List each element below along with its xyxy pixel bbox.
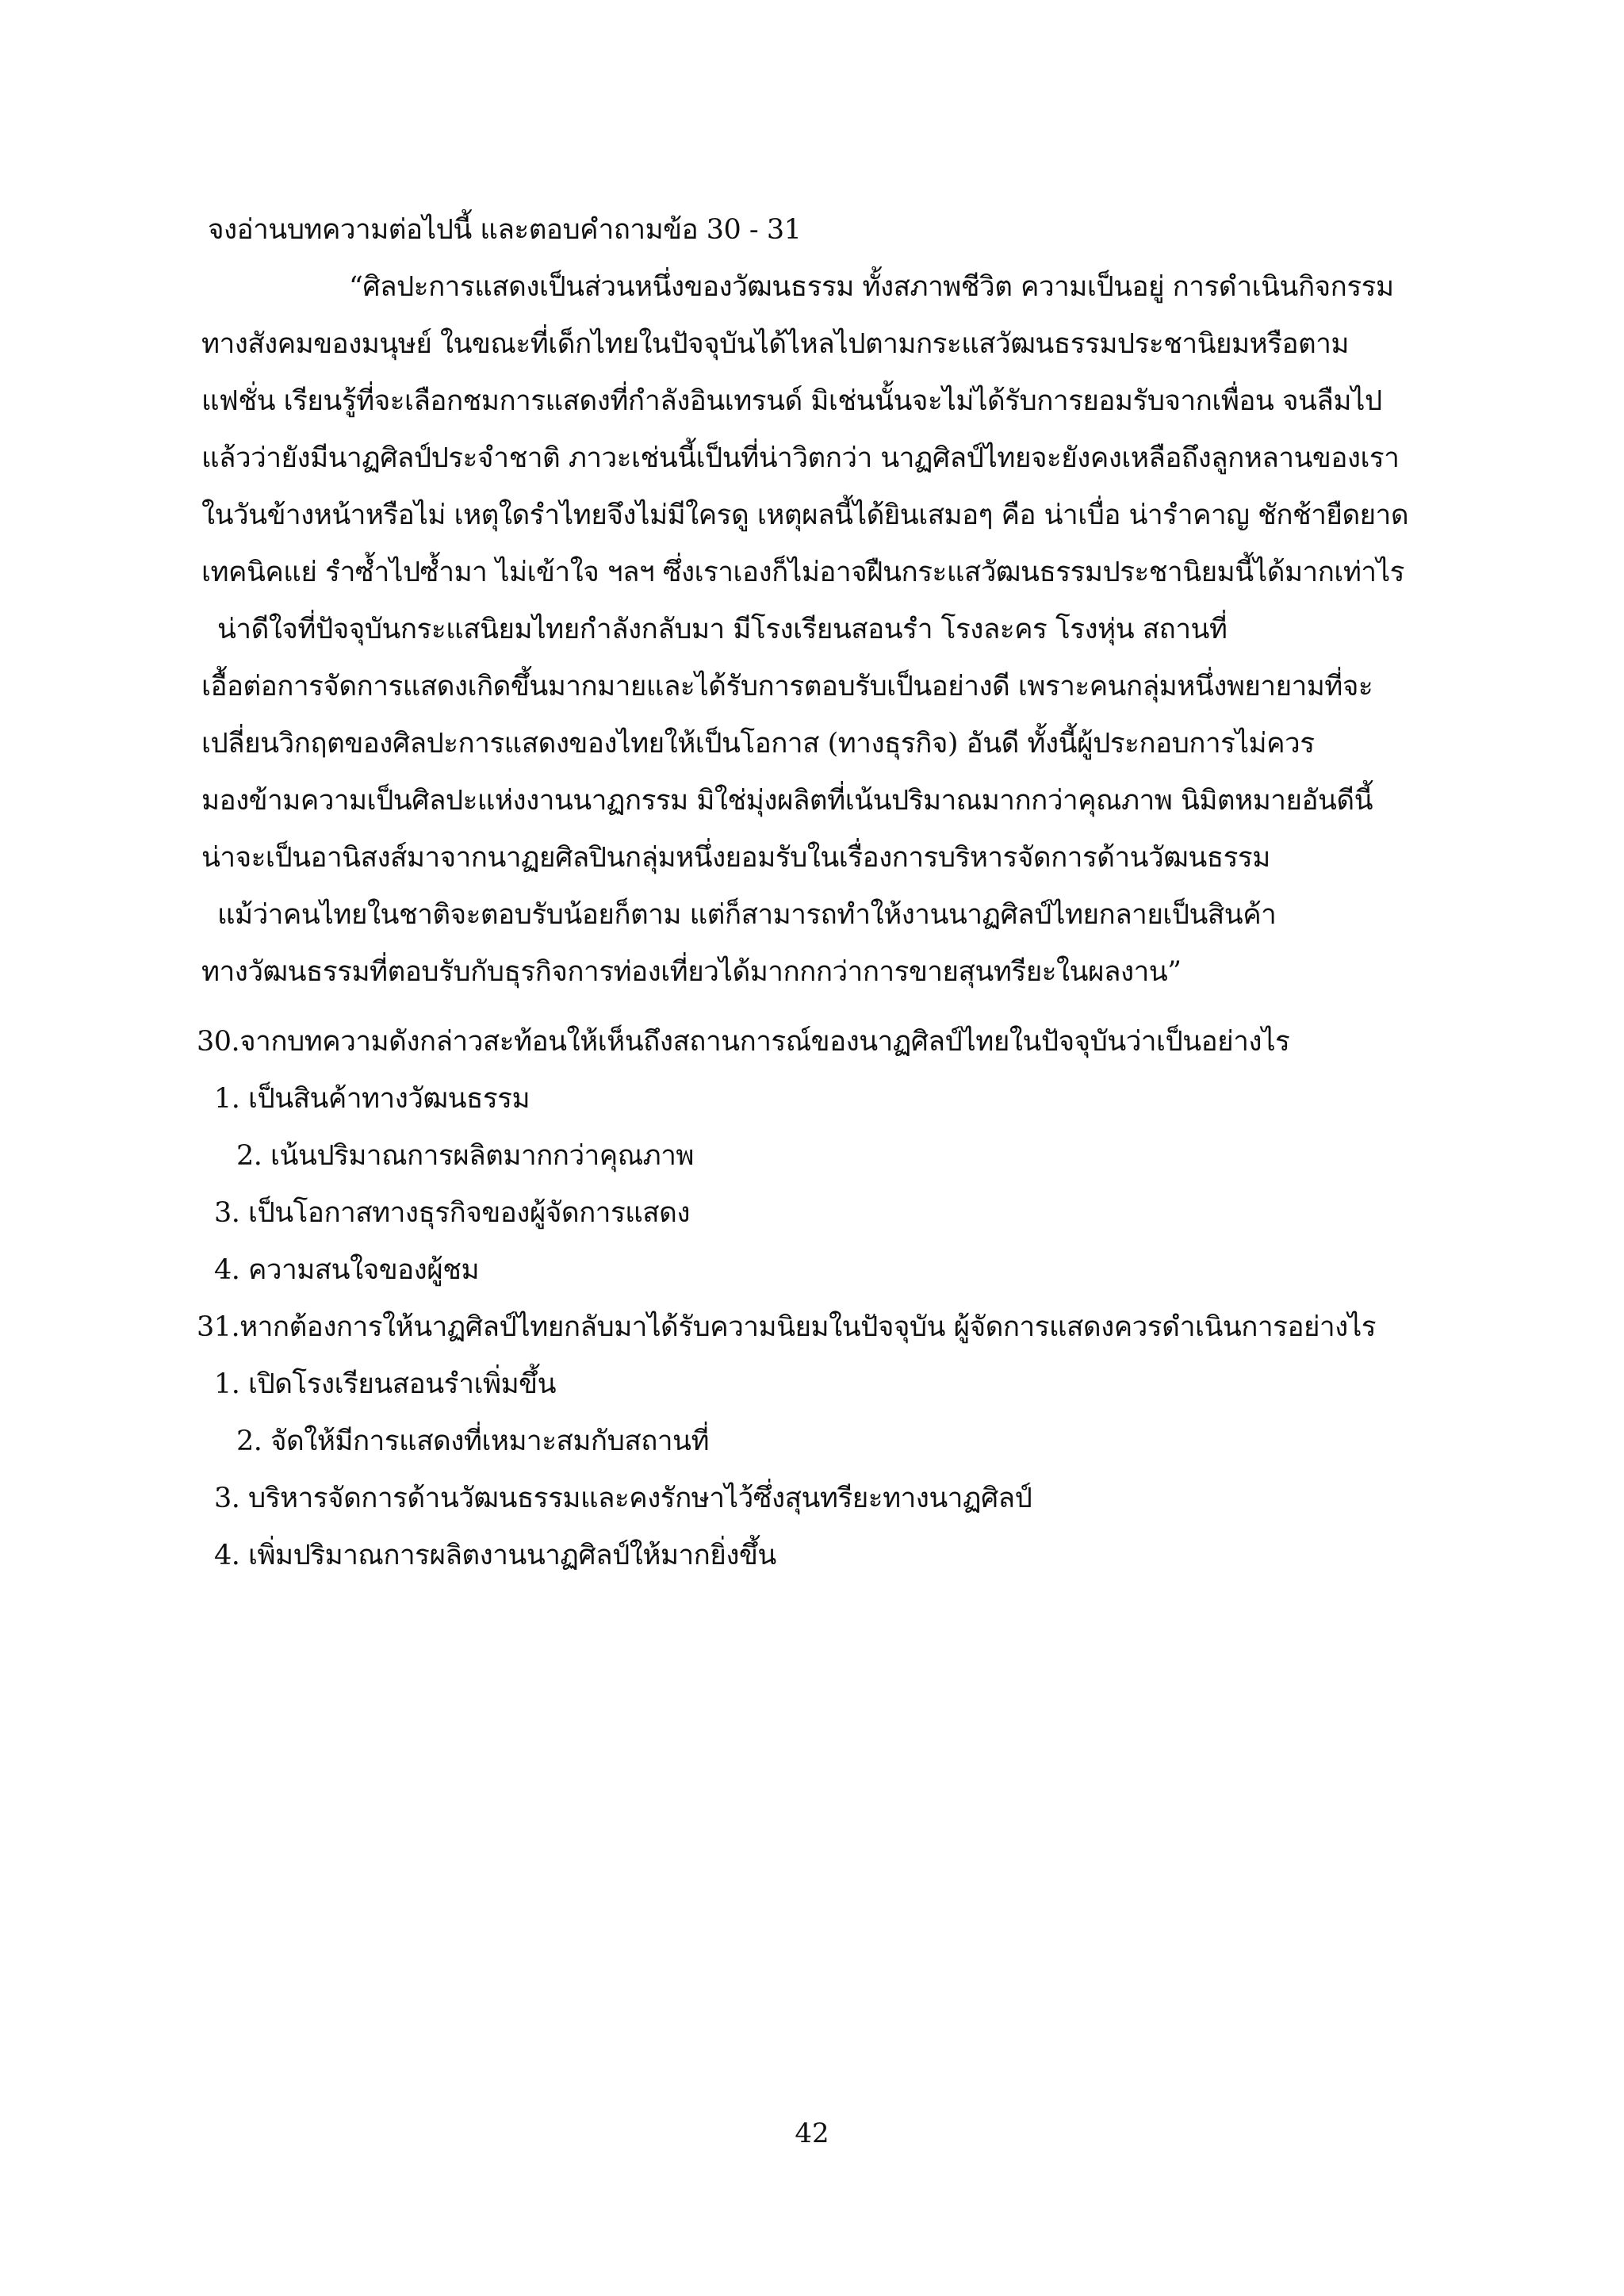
passage-line: เอื้อต่อการจัดการแสดงเกิดขึ้นมากมายและได้รับการตอบรับเป็นอย่างดี เพราะคนกลุ่มหนึ่งพยายามที่จะ xyxy=(201,671,1373,702)
page-number: 42 xyxy=(795,2118,829,2149)
passage-line: แม้ว่าคนไทยในชาติจะตอบรับน้อยก็ตาม แต่ก็สามารถทำให้งานนาฏศิลป์ไทยกลายเป็นสินค้า xyxy=(217,899,1277,931)
passage-line: มองข้ามความเป็นศิลปะแห่งงานนาฏกรรม มิใช่มุ่งผลิตที่เน้นปริมาณมากกว่าคุณภาพ นิมิตหมายอันดีนี้ xyxy=(201,785,1373,817)
answer-option: 1. เป็นสินค้าทางวัฒนธรรม xyxy=(214,1083,530,1115)
passage-line: “ศิลปะการแสดงเป็นส่วนหนึ่งของวัฒนธรรม ทั้งสภาพชีวิต ความเป็นอยู่ การดำเนินกิจกรรม xyxy=(349,271,1394,303)
question-text: 31.หากต้องการให้นาฏศิลป์ไทยกลับมาได้รับความนิยมในปัจจุบัน ผู้จัดการแสดงควรดำเนินการอย่างไร xyxy=(197,1311,1377,1343)
answer-option: 4. ความสนใจของผู้ชม xyxy=(214,1254,480,1286)
passage-line: น่าดีใจที่ปัจจุบันกระแสนิยมไทยกำลังกลับมา มีโรงเรียนสอนรำ โรงละคร โรงหุ่น สถานที่ xyxy=(217,614,1228,645)
answer-option: 1. เปิดโรงเรียนสอนรำเพิ่มขึ้น xyxy=(214,1368,557,1400)
question-text: 30.จากบทความดังกล่าวสะท้อนให้เห็นถึงสถานการณ์ของนาฏศิลป์ไทยในปัจจุบันว่าเป็นอย่างไร xyxy=(197,1026,1290,1058)
passage-line: แล้วว่ายังมีนาฏศิลป์ประจำชาติ ภาวะเช่นนี้เป็นที่น่าวิตกว่า นาฏศิลป์ไทยจะยังคงเหลือถึงลูกหลานของเรา xyxy=(201,442,1400,474)
passage-line: เปลี่ยนวิกฤตของศิลปะการแสดงของไทยให้เป็นโอกาส (ทางธุรกิจ) อันดี ทั้งนี้ผู้ประกอบการไม่ควร xyxy=(201,728,1315,760)
passage-line: ทางสังคมของมนุษย์ ในขณะที่เด็กไทยในปัจจุบันได้ไหลไปตามกระแสวัฒนธรรมประชานิยมหรือตาม xyxy=(201,328,1349,360)
passage-line: แฟชั่น เรียนรู้ที่จะเลือกชมการแสดงที่กำลังอินเทรนด์ มิเช่นนั้นจะไม่ได้รับการยอมรับจากเพื่อน จนลืมไป xyxy=(201,385,1382,417)
passage-line: ในวันข้างหน้าหรือไม่ เหตุใดรำไทยจึงไม่มีใครดู เหตุผลนี้ได้ยินเสมอๆ คือ น่าเบื่อ น่ารำคาญ ชักช้ายืดยาด xyxy=(201,499,1409,531)
instruction-text: จงอ่านบทความต่อไปนี้ และตอบคำถามข้อ 30 - 31 xyxy=(208,214,802,246)
answer-option: 2. เน้นปริมาณการผลิตมากกว่าคุณภาพ xyxy=(236,1140,694,1172)
passage-line: เทคนิคแย่ รำซ้ำไปซ้ำมา ไม่เข้าใจ ฯลฯ ซึ่งเราเองก็ไม่อาจฝืนกระแสวัฒนธรรมประชานิยมนี้ได้มากเท่าไร xyxy=(201,557,1404,588)
answer-option: 3. เป็นโอกาสทางธุรกิจของผู้จัดการแสดง xyxy=(214,1197,690,1229)
answer-option: 3. บริหารจัดการด้านวัฒนธรรมและคงรักษาไว้ซึ่งสุนทรียะทางนาฏศิลป์ xyxy=(214,1483,1032,1514)
passage-line: น่าจะเป็นอานิสงส์มาจากนาฏยศิลปินกลุ่มหนึ่งยอมรับในเรื่องการบริหารจัดการด้านวัฒนธรรม xyxy=(201,842,1270,874)
passage-line: ทางวัฒนธรรมที่ตอบรับกับธุรกิจการท่องเที่ยวได้มากกกว่าการขายสุนทรียะในผลงาน” xyxy=(201,956,1182,988)
answer-option: 4. เพิ่มปริมาณการผลิตงานนาฏศิลป์ให้มากยิ่งขึ้น xyxy=(214,1540,776,1571)
answer-option: 2. จัดให้มีการแสดงที่เหมาะสมกับสถานที่ xyxy=(236,1425,710,1457)
